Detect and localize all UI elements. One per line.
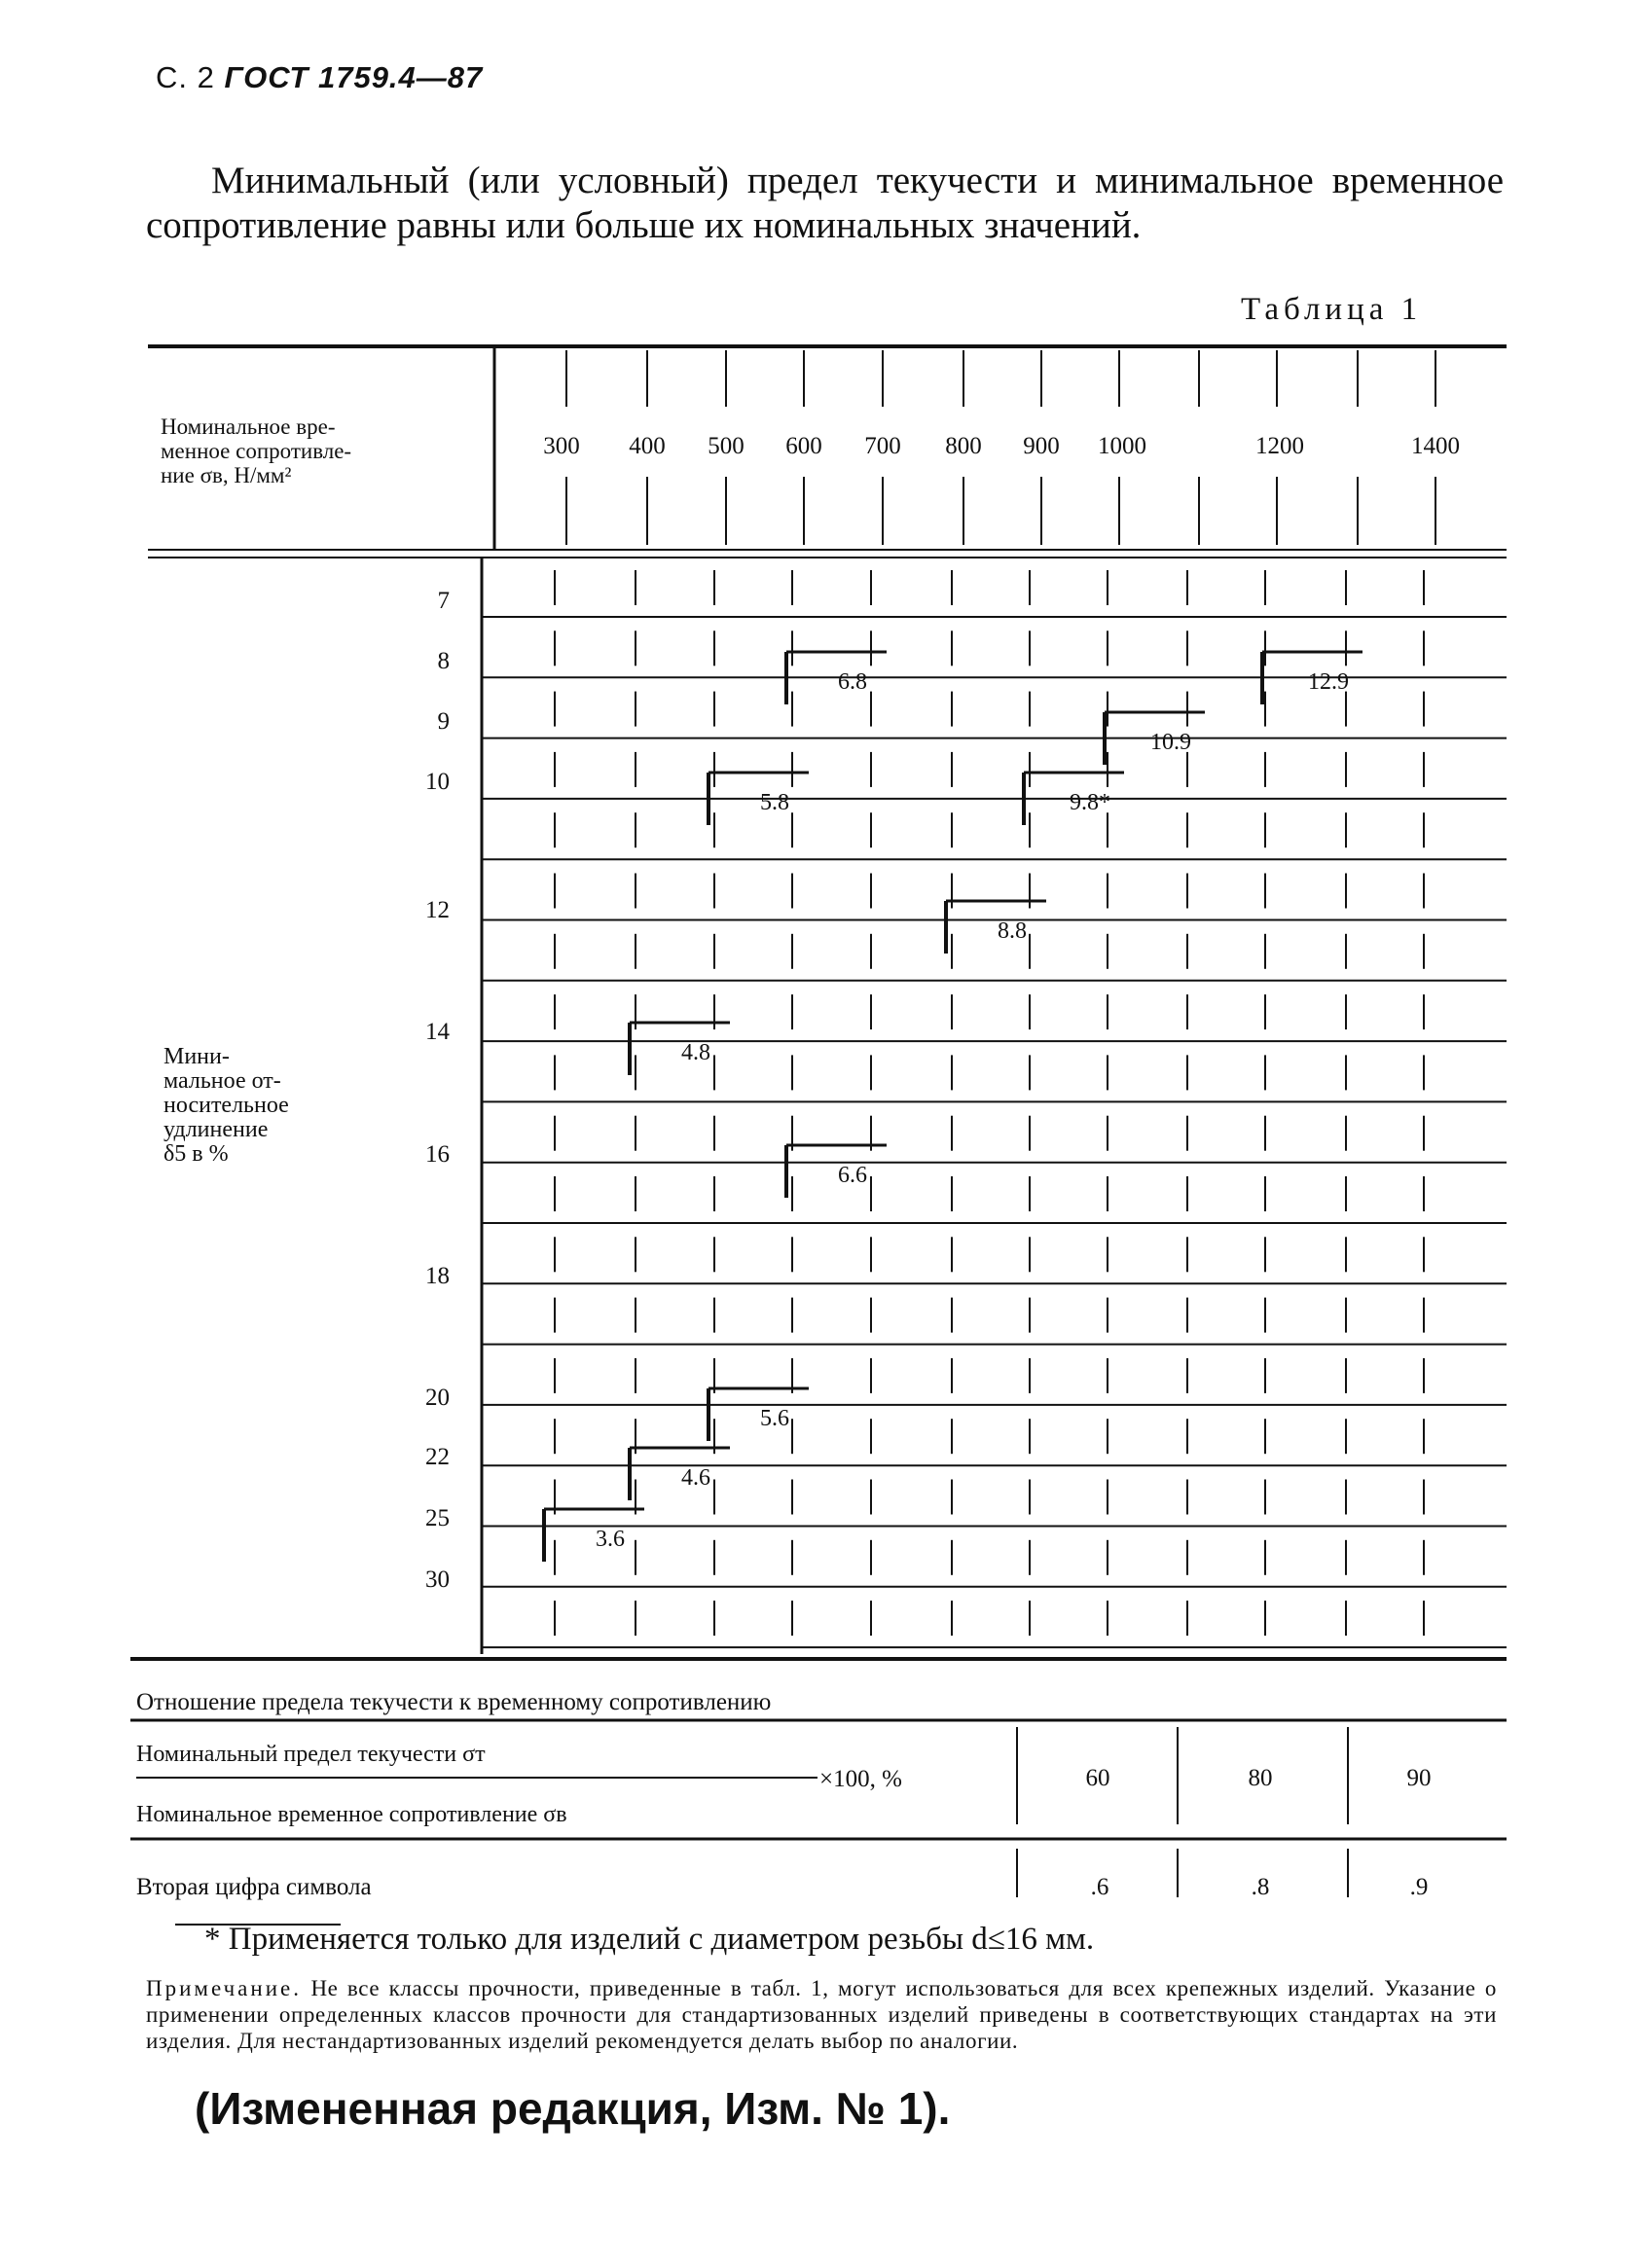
second-digit-label: Вторая цифра символа (136, 1874, 372, 1900)
strength-class-label: 5.6 (760, 1406, 789, 1431)
strength-class-label: 6.8 (838, 669, 867, 695)
ratio-denominator: Номинальное временное сопротивление σв (136, 1802, 567, 1827)
second-digit-value: .6 (1090, 1874, 1109, 1900)
table-caption: Таблица 1 (1241, 292, 1423, 327)
row-label-8: 8 (437, 648, 450, 674)
col-label-400: 400 (629, 433, 666, 459)
page-header (156, 60, 483, 95)
row-label-30: 30 (425, 1566, 450, 1593)
row-label-12: 12 (425, 897, 450, 923)
col-label-900: 900 (1023, 433, 1060, 459)
col-header-line: Номинальное вре- (161, 414, 336, 439)
strength-class-label: 8.8 (998, 918, 1027, 944)
col-label-700: 700 (864, 433, 901, 459)
intro-paragraph: Минимальный (или условный) предел текучести и минимальное временное сопротивление равны или больше их номинальных значений. (146, 160, 1504, 246)
col-label-1400: 1400 (1411, 433, 1460, 459)
standard-number: ГОСТ 1759.4—87 (224, 60, 484, 94)
col-label-1200: 1200 (1255, 433, 1304, 459)
amendment-line: (Измененная редакция, Изм. № 1). (195, 2083, 951, 2134)
second-digit-value: .8 (1251, 1874, 1270, 1900)
col-label-300: 300 (543, 433, 580, 459)
row-label-22: 22 (425, 1444, 450, 1470)
row-label-20: 20 (425, 1385, 450, 1411)
row-header-line: δ5 в % (164, 1141, 229, 1167)
col-header-line: ние σв, Н/мм² (161, 463, 292, 487)
row-label-25: 25 (425, 1505, 450, 1531)
row-header-line: удлинение (164, 1117, 269, 1142)
row-header-line: мальное от- (164, 1068, 281, 1094)
note-label: Примечание. (146, 1976, 302, 2000)
strength-class-label: 5.8 (760, 790, 789, 815)
strength-class-label: 9.8* (1070, 790, 1110, 815)
ratio-numerator: Номинальный предел текучести σт (136, 1742, 486, 1767)
note (146, 1975, 1497, 2054)
strength-class-label: 4.6 (681, 1465, 710, 1491)
strength-class-label: 12.9 (1308, 669, 1349, 695)
row-label-18: 18 (425, 1263, 450, 1289)
ratio-title: Отношение предела текучести к временному сопротивлению (136, 1689, 772, 1715)
strength-class-label: 10.9 (1150, 730, 1191, 755)
row-label-9: 9 (437, 708, 450, 735)
col-label-600: 600 (785, 433, 822, 459)
second-digit-value: .9 (1409, 1874, 1429, 1900)
col-label-800: 800 (945, 433, 982, 459)
col-label-500: 500 (708, 433, 745, 459)
strength-class-label: 6.6 (838, 1163, 867, 1188)
row-label-7: 7 (437, 588, 450, 614)
ratio-value: 80 (1248, 1765, 1273, 1791)
row-label-10: 10 (425, 769, 450, 795)
strength-class-label: 3.6 (596, 1527, 625, 1552)
ratio-value: 60 (1085, 1765, 1110, 1791)
col-header-line: менное сопротивле- (161, 439, 352, 463)
row-header-line: Мини- (164, 1044, 230, 1069)
page-number: С. 2 (156, 60, 215, 94)
footnote: * Применяется только для изделий с диаметром резьбы d≤16 мм. (204, 1922, 1095, 1957)
row-label-16: 16 (425, 1141, 450, 1168)
col-label-1000: 1000 (1098, 433, 1146, 459)
ratio-value: 90 (1406, 1765, 1432, 1791)
note-text: Не все классы прочности, приведенные в табл. 1, могут использоваться для всех крепежных изделий. Указание о применении определенных классов прочности для стандартизованных изделий приведены в соответствующих стандартах на эти изделия. Для нестандартизованных изделий рекомендуется делать выбор по аналогии. (146, 1976, 1497, 2053)
row-label-14: 14 (425, 1019, 450, 1045)
strength-class-label: 4.8 (681, 1040, 710, 1065)
row-header-line: носительное (164, 1093, 289, 1118)
ratio-multiplier: ×100, % (819, 1766, 902, 1792)
